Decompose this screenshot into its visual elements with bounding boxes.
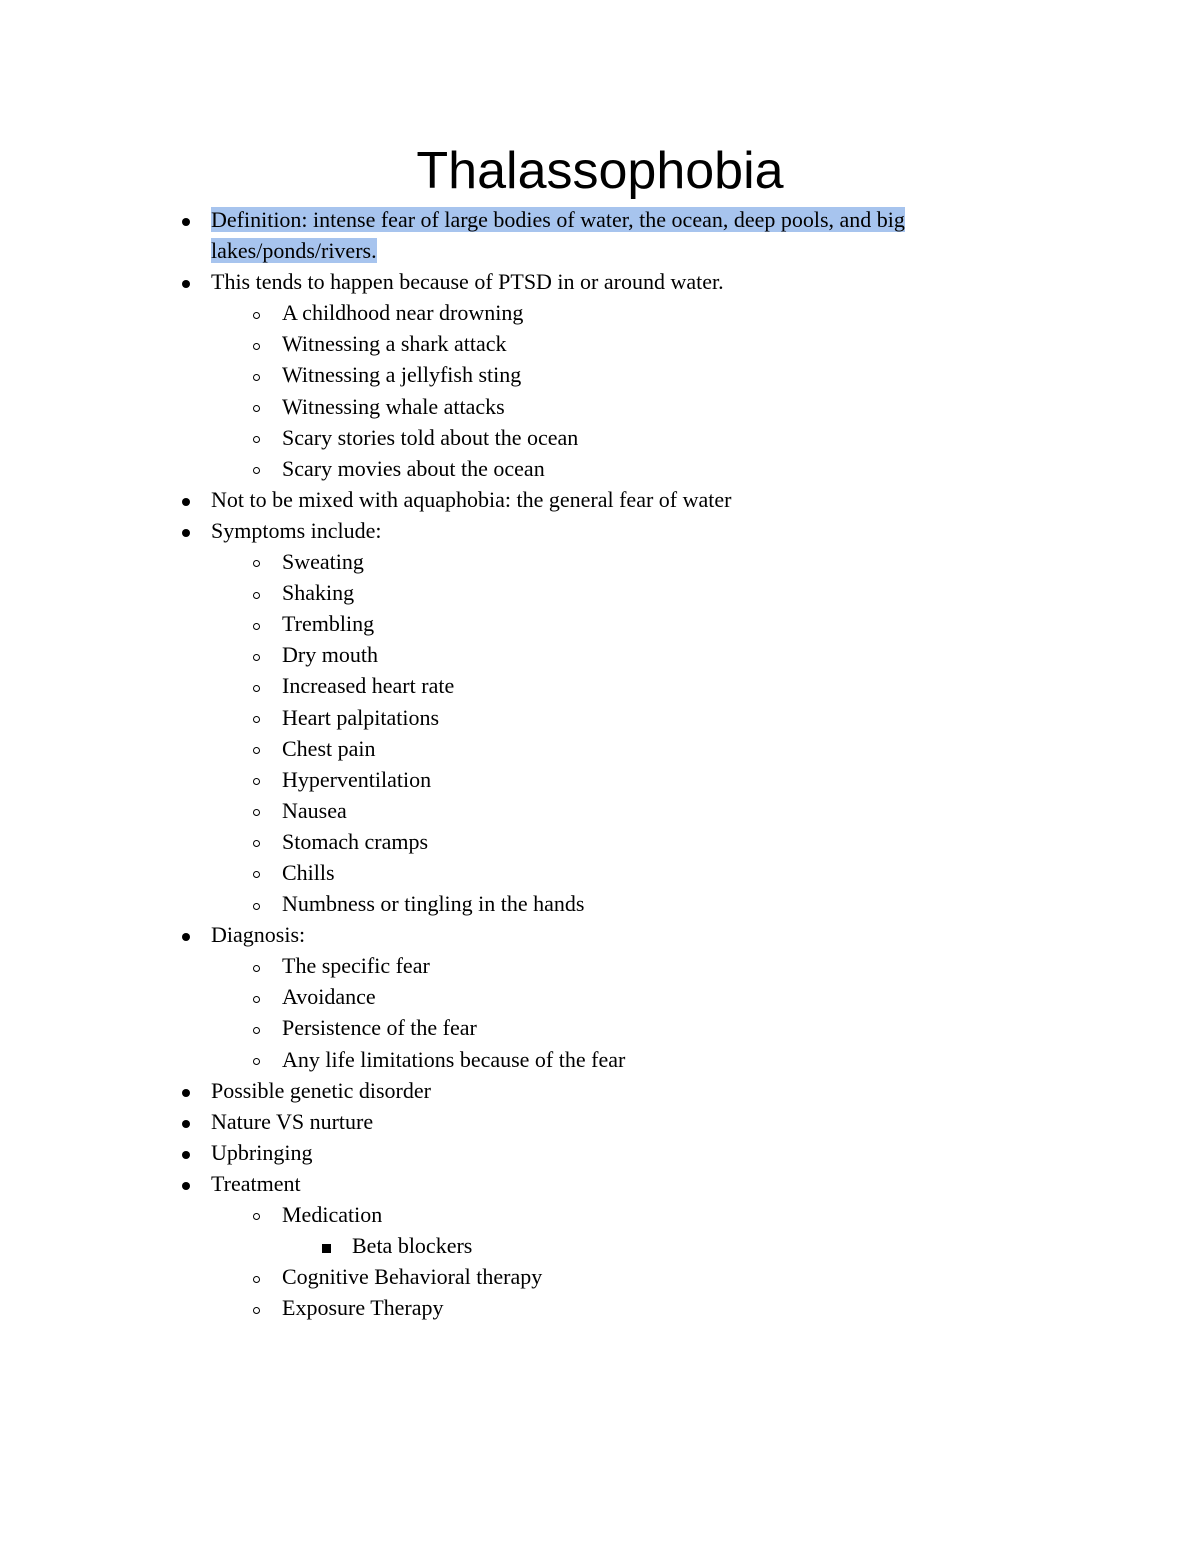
list-item-text: Nausea [282, 797, 347, 823]
list-item-text: Medication [282, 1202, 383, 1227]
list-item-text: Witnessing a jellyfish sting [282, 362, 522, 388]
list-item-text: Hyperventilation [282, 766, 432, 792]
list-item-level-2 [0, 608, 1200, 639]
bullet-circle-icon [246, 639, 266, 670]
bullet-circle-icon [246, 297, 266, 328]
bullet-dot-icon [176, 484, 196, 515]
bullet-circle-icon [246, 577, 266, 608]
bullet-circle-icon [246, 1292, 266, 1323]
bullet-dot-icon [176, 204, 196, 235]
list-item-text: Possible genetic disorder [211, 1077, 431, 1103]
bullet-dot-icon [176, 1075, 196, 1106]
list-item-text: Treatment [211, 1170, 301, 1196]
list-item-text: Numbness or tingling in the hands [282, 891, 585, 917]
list-item-text: Any life limitations because of the fear [282, 1046, 626, 1072]
list-item-text: A childhood near drowning [282, 300, 524, 326]
bullet-circle-icon [246, 1261, 266, 1292]
list-item-text: Beta blockers [352, 1233, 473, 1259]
bullet-circle-icon [246, 981, 266, 1012]
list-item-level-1 [0, 1137, 1200, 1168]
list-item-text: Shaking [282, 580, 355, 606]
bullet-dot-icon [176, 266, 196, 297]
bullet-list [0, 204, 1200, 1323]
list-item-text: Trembling [282, 611, 375, 637]
list-item-level-2 [0, 422, 1200, 453]
list-item-text: Avoidance [282, 984, 376, 1010]
list-item-level-1 [0, 204, 1200, 266]
bullet-dot-icon [176, 515, 196, 546]
list-item-text: Exposure Therapy [282, 1295, 444, 1321]
bullet-circle-icon [246, 670, 266, 701]
list-item-level-2 [0, 359, 1200, 390]
bullet-circle-icon [246, 950, 266, 981]
list-item-level-1 [0, 1168, 1200, 1199]
list-item-level-2 [0, 1199, 1200, 1230]
list-item-level-2 [0, 950, 1200, 981]
list-item-text: Heart palpitations [282, 704, 440, 730]
list-item-level-2 [0, 639, 1200, 670]
list-item-level-2 [0, 1012, 1200, 1043]
list-item-text: Sweating [282, 549, 364, 575]
bullet-square-icon [316, 1230, 336, 1261]
list-item-text: Scary stories told about the ocean [282, 424, 579, 450]
list-item-level-2 [0, 453, 1200, 484]
bullet-circle-icon [246, 546, 266, 577]
list-item-level-2 [0, 328, 1200, 359]
list-item-level-2 [0, 857, 1200, 888]
list-item-level-2 [0, 826, 1200, 857]
bullet-circle-icon [246, 857, 266, 888]
bullet-circle-icon [246, 391, 266, 422]
list-item-level-1 [0, 1075, 1200, 1106]
bullet-circle-icon [246, 453, 266, 484]
list-item-level-2 [0, 1292, 1200, 1323]
list-item-text: Stomach cramps [282, 828, 429, 854]
list-item-level-2 [0, 733, 1200, 764]
list-item-text: Witnessing a shark attack [282, 331, 507, 357]
list-item-level-2 [0, 297, 1200, 328]
list-item-text: Nature VS nurture [211, 1108, 374, 1134]
list-item-text: This tends to happen because of PTSD in or around water. [211, 269, 724, 295]
bullet-dot-icon [176, 1168, 196, 1199]
list-item-text: The specific fear [282, 953, 430, 979]
list-item-text: Diagnosis: [211, 922, 306, 948]
list-item-text [211, 204, 905, 266]
bullet-dot-icon [176, 919, 196, 950]
list-item-level-2 [0, 577, 1200, 608]
bullet-circle-icon [246, 1012, 266, 1043]
list-item-line: Definition: intense fear of large bodies of water, the ocean, deep pools, and big [211, 207, 905, 232]
list-item-level-2 [0, 764, 1200, 795]
bullet-circle-icon [246, 1044, 266, 1075]
list-item-level-1 [0, 1106, 1200, 1137]
list-item-level-3 [0, 1230, 1200, 1261]
list-item-level-2 [0, 391, 1200, 422]
list-item-level-1 [0, 919, 1200, 950]
list-item-text: Not to be mixed with aquaphobia: the general fear of water [211, 486, 732, 512]
list-item-text: Dry mouth [282, 642, 378, 668]
list-item-level-2 [0, 1261, 1200, 1292]
list-item-level-2 [0, 795, 1200, 826]
list-item-level-2 [0, 702, 1200, 733]
bullet-circle-icon [246, 702, 266, 733]
bullet-dot-icon [176, 1137, 196, 1168]
list-item-level-2 [0, 670, 1200, 701]
list-item-text: Upbringing [211, 1139, 313, 1165]
bullet-circle-icon [246, 764, 266, 795]
list-item-level-2 [0, 981, 1200, 1012]
list-item-text: Persistence of the fear [282, 1015, 477, 1041]
bullet-circle-icon [246, 888, 266, 919]
list-item-level-2 [0, 546, 1200, 577]
list-item-text: Witnessing whale attacks [282, 393, 505, 419]
list-item-line: lakes/ponds/rivers. [211, 238, 377, 264]
list-item-level-2 [0, 1044, 1200, 1075]
list-item-text: Increased heart rate [282, 673, 455, 699]
bullet-circle-icon [246, 826, 266, 857]
bullet-circle-icon [246, 1199, 266, 1230]
bullet-circle-icon [246, 422, 266, 453]
list-item-text: Symptoms include: [211, 517, 382, 543]
bullet-circle-icon [246, 608, 266, 639]
list-item-text: Scary movies about the ocean [282, 455, 545, 481]
list-item-text: Chest pain [282, 735, 376, 761]
list-item-level-2 [0, 888, 1200, 919]
page-title: Thalassophobia [416, 142, 784, 200]
list-item-level-1 [0, 266, 1200, 297]
list-item-level-1 [0, 515, 1200, 546]
bullet-circle-icon [246, 359, 266, 390]
bullet-dot-icon [176, 1106, 196, 1137]
list-item-text: Chills [282, 859, 335, 885]
bullet-circle-icon [246, 733, 266, 764]
bullet-circle-icon [246, 795, 266, 826]
bullet-circle-icon [246, 328, 266, 359]
list-item-level-1 [0, 484, 1200, 515]
list-item-text: Cognitive Behavioral therapy [282, 1264, 543, 1290]
